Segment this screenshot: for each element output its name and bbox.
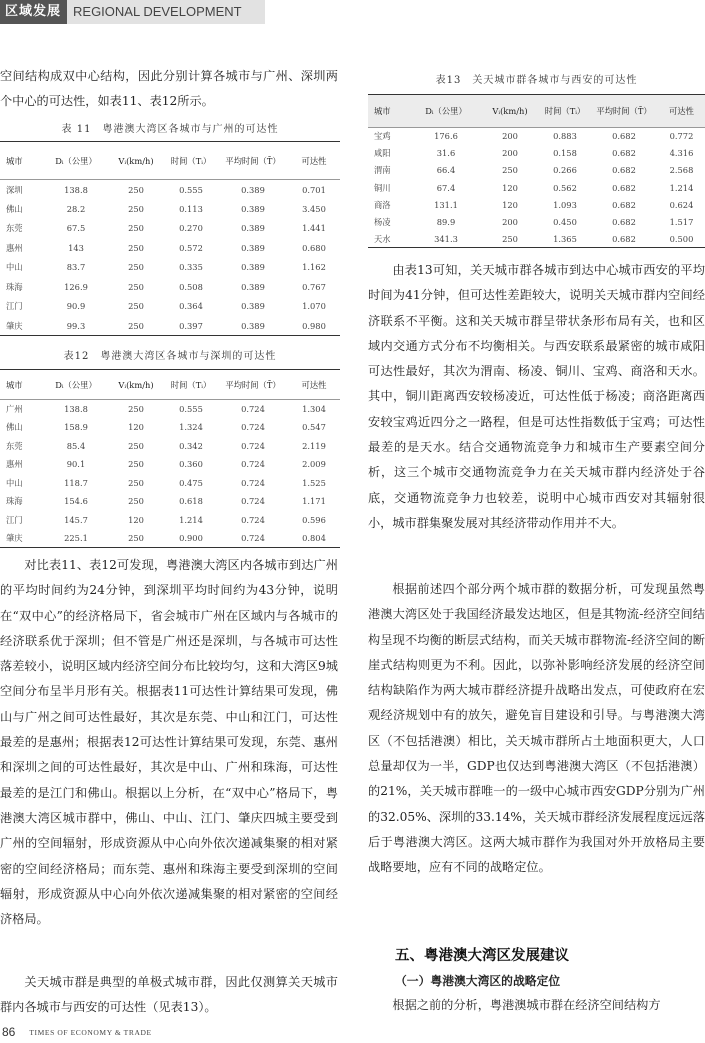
table-row [368, 128, 705, 145]
value-cell: 0.724 [241, 514, 265, 525]
value-cell: 1.070 [302, 301, 326, 312]
city-cell: 深圳 [6, 184, 23, 195]
value-cell: 0.767 [302, 281, 326, 292]
value-cell: 0.680 [302, 242, 326, 253]
value-cell: 85.4 [66, 440, 86, 451]
table-row [368, 179, 705, 196]
city-cell: 商洛 [374, 199, 391, 210]
value-cell: 200 [502, 148, 518, 159]
table11 [0, 141, 340, 336]
value-cell: 1.441 [302, 223, 326, 234]
value-cell: 250 [128, 301, 144, 312]
value-cell: 126.9 [64, 281, 88, 292]
value-cell: 1.525 [302, 477, 326, 488]
body-paragraph-1: 对比表11、表12可发现，粤港澳大湾区内各城市到达广州的平均时间约为24分钟，到深圳平均时间约为43分钟，说明在“双中心”的经济格局下，省会城市广州在区域内与各城市的经济联系优于深圳；但不管是广州还是深圳，与各城市可达性落差较小，说明区域内经济空间分布比较均匀，这和大湾区9城空间分布呈半月形有关。根据表11可达性计算结果可发现，佛山与广州之间可达性最好，其次是东莞、中山和江门，可达性最差的是惠州；根据表12可达性计算结果可发现，东莞、惠州和深圳之间的可达性最好，其次是中山、广州和珠海，可达性最差的是江门和佛山。根据以上分析，在“双中心”格局下，粤港澳大湾区城市群中，佛山、中山、江门、肇庆四城主要受到广州的空间辐射，形成资源从中心向外依次递减集聚的相对紧密的空间经济格局；而东莞、惠州和珠海主要受到深圳的空间辐射，形成资源从中心向外依次递减集聚的相对紧密的空间经济格局。 [0, 558, 338, 927]
value-cell: 200 [502, 217, 518, 228]
page-footer [0, 1021, 360, 1043]
value-cell: 120 [128, 514, 144, 525]
section-heading: 五、粤港澳大湾区发展建议 [395, 948, 569, 964]
city-cell: 杨凌 [374, 217, 391, 228]
value-cell: 0.724 [241, 496, 265, 507]
table-row [0, 529, 340, 548]
value-cell: 0.342 [179, 440, 203, 451]
table11-caption: 表 11 粤港澳大湾区各城市与广州的可达性 [61, 124, 279, 135]
table-row [0, 316, 340, 336]
value-cell: 250 [480, 231, 540, 248]
body-paragraph-3: 由表13可知，关天城市群各城市到达中心城市西安的平均时间为41分钟，但可达性差距较大，说明关天城市群内空间经济联系不平衡。这和关天城市群呈带状条形布局有关，也和区域内交通方式分布不均衡相关。与西安联系最紧密的城市咸阳可达性最好，其次为渭南、杨凌、铜川、宝鸡、商洛和天水。其中，铜川距离西安较杨凌近，可达性低于杨凌；商洛距离西安较宝鸡近四分之一路程，但是可达性指数低于宝鸡；可达性最差的是天水。结合交通物流竞争力和城市生产要素空间分析，这三个城市交通物流竞争力在关天城市群内经济处于谷底，交通物流竞争力也较差，说明中心城市西安对其辐射很小，城市群集聚发展对其经济带动作用并不大。 [368, 263, 705, 530]
value-cell: 0.724 [218, 529, 288, 548]
section-title-cn: 区域发展 [0, 0, 67, 24]
value-cell: 0.618 [179, 496, 203, 507]
page-number: 86 [2, 1025, 16, 1039]
table-row [0, 455, 340, 474]
city-cell: 宝鸡 [374, 131, 391, 142]
column-header: 平均时间（T̄） [218, 370, 288, 400]
value-cell: 0.562 [553, 182, 577, 193]
table-row [0, 474, 340, 493]
value-cell: 131.1 [434, 199, 458, 210]
city-cell: 渭南 [374, 165, 391, 176]
table-row [0, 400, 340, 419]
value-cell: 0.724 [241, 422, 265, 433]
column-header: 可达性 [288, 142, 340, 180]
value-cell: 2.009 [302, 459, 326, 470]
value-cell: 2.568 [669, 165, 694, 176]
column-header: 平均时间（T̄） [218, 142, 288, 180]
table-row [0, 180, 340, 200]
city-cell: 惠州 [6, 459, 23, 470]
section-header [0, 0, 265, 24]
value-cell: 250 [128, 262, 144, 273]
value-cell: 158.9 [64, 422, 88, 433]
section-title-en: REGIONAL DEVELOPMENT [67, 0, 265, 24]
value-cell: 1.517 [669, 217, 694, 228]
table-row [0, 219, 340, 239]
value-cell: 0.389 [241, 203, 265, 214]
value-cell: 0.389 [241, 223, 265, 234]
table-row [0, 297, 340, 317]
value-cell: 250 [502, 165, 518, 176]
city-cell: 珠海 [6, 496, 23, 507]
city-cell: 江门 [6, 301, 23, 312]
value-cell: 1.365 [540, 231, 590, 248]
city-cell: 天水 [368, 231, 412, 248]
column-header: Dᵢ（公里） [44, 142, 108, 180]
value-cell: 250 [128, 281, 144, 292]
value-cell: 0.804 [288, 529, 340, 548]
value-cell: 0.883 [553, 131, 577, 142]
value-cell: 0.335 [179, 262, 203, 273]
value-cell: 250 [128, 459, 144, 470]
value-cell: 120 [128, 422, 144, 433]
value-cell: 250 [108, 529, 164, 548]
city-cell: 江门 [6, 514, 23, 525]
value-cell: 4.316 [669, 148, 694, 159]
value-cell: 250 [128, 496, 144, 507]
city-cell: 佛山 [6, 203, 23, 214]
value-cell: 250 [108, 316, 164, 336]
city-cell: 东莞 [6, 223, 23, 234]
column-header: 时间（Tᵢ） [164, 142, 218, 180]
column-header: Vᵢ(km/h) [108, 370, 164, 400]
publication-name: TIMES OF ECONOMY & TRADE [29, 1027, 152, 1037]
value-cell: 0.682 [612, 148, 636, 159]
value-cell: 225.1 [44, 529, 108, 548]
value-cell: 0.389 [241, 184, 265, 195]
city-cell: 肇庆 [0, 529, 44, 548]
city-cell: 中山 [6, 262, 23, 273]
value-cell: 0.360 [179, 459, 203, 470]
value-cell: 0.980 [288, 316, 340, 336]
column-header: 可达性 [658, 95, 705, 128]
value-cell: 1.171 [302, 496, 326, 507]
value-cell: 0.113 [179, 203, 203, 214]
table-row [0, 258, 340, 278]
value-cell: 0.701 [302, 184, 326, 195]
value-cell: 0.772 [669, 131, 694, 142]
value-cell: 118.7 [64, 477, 88, 488]
value-cell: 0.682 [612, 199, 636, 210]
value-cell: 67.4 [436, 182, 456, 193]
value-cell: 0.389 [241, 281, 265, 292]
value-cell: 143 [68, 242, 84, 253]
value-cell: 0.682 [612, 217, 636, 228]
table-row [368, 231, 705, 248]
value-cell: 138.8 [64, 184, 88, 195]
value-cell: 0.596 [302, 514, 326, 525]
table-row [0, 437, 340, 456]
table-row [0, 199, 340, 219]
value-cell: 0.682 [612, 182, 636, 193]
city-cell: 中山 [6, 477, 23, 488]
table-row [368, 145, 705, 162]
value-cell: 0.724 [241, 477, 265, 488]
value-cell: 145.7 [64, 514, 88, 525]
value-cell: 99.3 [44, 316, 108, 336]
value-cell: 0.724 [241, 459, 265, 470]
table-row [0, 238, 340, 258]
value-cell: 250 [128, 242, 144, 253]
value-cell: 2.119 [302, 440, 326, 451]
column-header: 时间（Tᵢ） [164, 370, 218, 400]
value-cell: 0.389 [241, 242, 265, 253]
table-row [368, 196, 705, 213]
city-cell: 珠海 [6, 281, 23, 292]
value-cell: 250 [128, 203, 144, 214]
value-cell: 0.158 [553, 148, 577, 159]
city-cell: 广州 [6, 404, 23, 414]
value-cell: 3.450 [302, 203, 326, 214]
value-cell: 1.214 [669, 182, 694, 193]
value-cell: 250 [128, 184, 144, 195]
value-cell: 0.475 [179, 477, 203, 488]
city-cell: 咸阳 [374, 148, 391, 159]
value-cell: 0.724 [241, 404, 265, 414]
column-header: 城市 [0, 142, 44, 180]
table13-caption: 表13 关天城市群各城市与西安的可达性 [435, 75, 638, 86]
value-cell: 0.572 [179, 242, 203, 253]
value-cell: 0.682 [612, 131, 636, 142]
value-cell: 250 [128, 223, 144, 234]
value-cell: 83.7 [66, 262, 86, 273]
city-cell: 佛山 [6, 422, 23, 433]
value-cell: 0.266 [553, 165, 577, 176]
value-cell: 67.5 [66, 223, 86, 234]
value-cell: 0.547 [302, 422, 326, 433]
value-cell: 0.450 [553, 217, 577, 228]
value-cell: 90.9 [66, 301, 86, 312]
value-cell: 120 [502, 182, 518, 193]
city-cell: 铜川 [374, 182, 391, 193]
value-cell: 154.6 [64, 496, 88, 507]
value-cell: 0.682 [590, 231, 658, 248]
table-row [0, 277, 340, 297]
table-row [0, 492, 340, 511]
value-cell: 0.397 [164, 316, 218, 336]
city-cell: 惠州 [6, 242, 23, 253]
value-cell: 0.389 [241, 301, 265, 312]
value-cell: 176.6 [434, 131, 458, 142]
table12-caption: 表12 粤港澳大湾区各城市与深圳的可达性 [63, 351, 277, 362]
table-row [0, 511, 340, 530]
intro-paragraph: 空间结构成双中心结构，因此分别计算各城市与广州、深圳两个中心的可达性，如表11、表12所示。 [0, 69, 338, 109]
value-cell: 0.389 [218, 316, 288, 336]
value-cell: 31.6 [436, 148, 456, 159]
column-header: 平均时间（T̄） [590, 95, 658, 128]
table-row [0, 418, 340, 437]
column-header: 时间（Tᵢ） [540, 95, 590, 128]
value-cell: 1.093 [553, 199, 577, 210]
body-paragraph-2: 关天城市群是典型的单极式城市群，因此仅测算关天城市群内各城市与西安的可达性（见表13）。 [0, 975, 338, 1015]
value-cell: 0.555 [179, 184, 203, 195]
value-cell: 0.389 [241, 262, 265, 273]
value-cell: 200 [502, 131, 518, 142]
sub-heading: （一）粤港澳大湾区的战略定位 [395, 974, 561, 988]
value-cell: 0.555 [179, 404, 203, 414]
value-cell: 90.1 [66, 459, 86, 470]
value-cell: 0.364 [179, 301, 203, 312]
city-cell: 东莞 [6, 440, 23, 451]
value-cell: 0.900 [164, 529, 218, 548]
value-cell: 1.324 [179, 422, 203, 433]
column-header: Dᵢ（公里） [412, 95, 480, 128]
value-cell: 0.270 [179, 223, 203, 234]
body-paragraph-4: 根据前述四个部分两个城市群的数据分析，可发现虽然粤港澳大湾区处于我国经济最发达地区，但是其物流-经济空间结构呈现不均衡的断层式结构，而关天城市群物流-经济空间的断崖式结构则更为不利。因此，以弥补影响经济发展的经济空间结构缺陷作为两大城市群经济提升战略出发点，可使政府在宏观经济规划中有的放矢，避免盲目建设和引导。与粤港澳大湾区（不包括港澳）相比，关天城市群所占土地面积更大，人口总量却仅为一半，GDP也仅达到粤港澳大湾区（不包括港澳）的21%，关天城市群唯一的一级中心城市西安GDP分别为广州的32.05%、深圳的33.14%，关天城市群经济发展程度远远落后于粤港澳大湾区。这两大城市群作为我国对外开放格局主要战略要地，应有不同的战略定位。 [368, 582, 705, 875]
value-cell: 1.304 [302, 404, 326, 414]
column-header: 可达性 [288, 370, 340, 400]
value-cell: 341.3 [412, 231, 480, 248]
value-cell: 138.8 [64, 404, 88, 414]
value-cell: 28.2 [66, 203, 86, 214]
body-paragraph-5: 根据之前的分析，粤港澳城市群在经济空间结构方 [392, 998, 661, 1012]
value-cell: 0.500 [658, 231, 705, 248]
column-header: Dᵢ（公里） [44, 370, 108, 400]
value-cell: 1.162 [302, 262, 326, 273]
value-cell: 0.682 [612, 165, 636, 176]
value-cell: 66.4 [436, 165, 456, 176]
value-cell: 0.724 [241, 440, 265, 451]
column-header: 城市 [368, 95, 412, 128]
column-header: Vᵢ(km/h) [108, 142, 164, 180]
value-cell: 89.9 [436, 217, 456, 228]
value-cell: 1.214 [179, 514, 203, 525]
city-cell: 肇庆 [0, 316, 44, 336]
table13 [368, 94, 705, 248]
column-header: Vᵢ(km/h) [480, 95, 540, 128]
column-header: 城市 [0, 370, 44, 400]
value-cell: 0.508 [179, 281, 203, 292]
value-cell: 250 [128, 477, 144, 488]
value-cell: 120 [502, 199, 518, 210]
table12 [0, 369, 340, 548]
value-cell: 250 [128, 404, 144, 414]
table-row [368, 162, 705, 179]
value-cell: 0.624 [669, 199, 694, 210]
table-row [368, 213, 705, 230]
value-cell: 250 [128, 440, 144, 451]
